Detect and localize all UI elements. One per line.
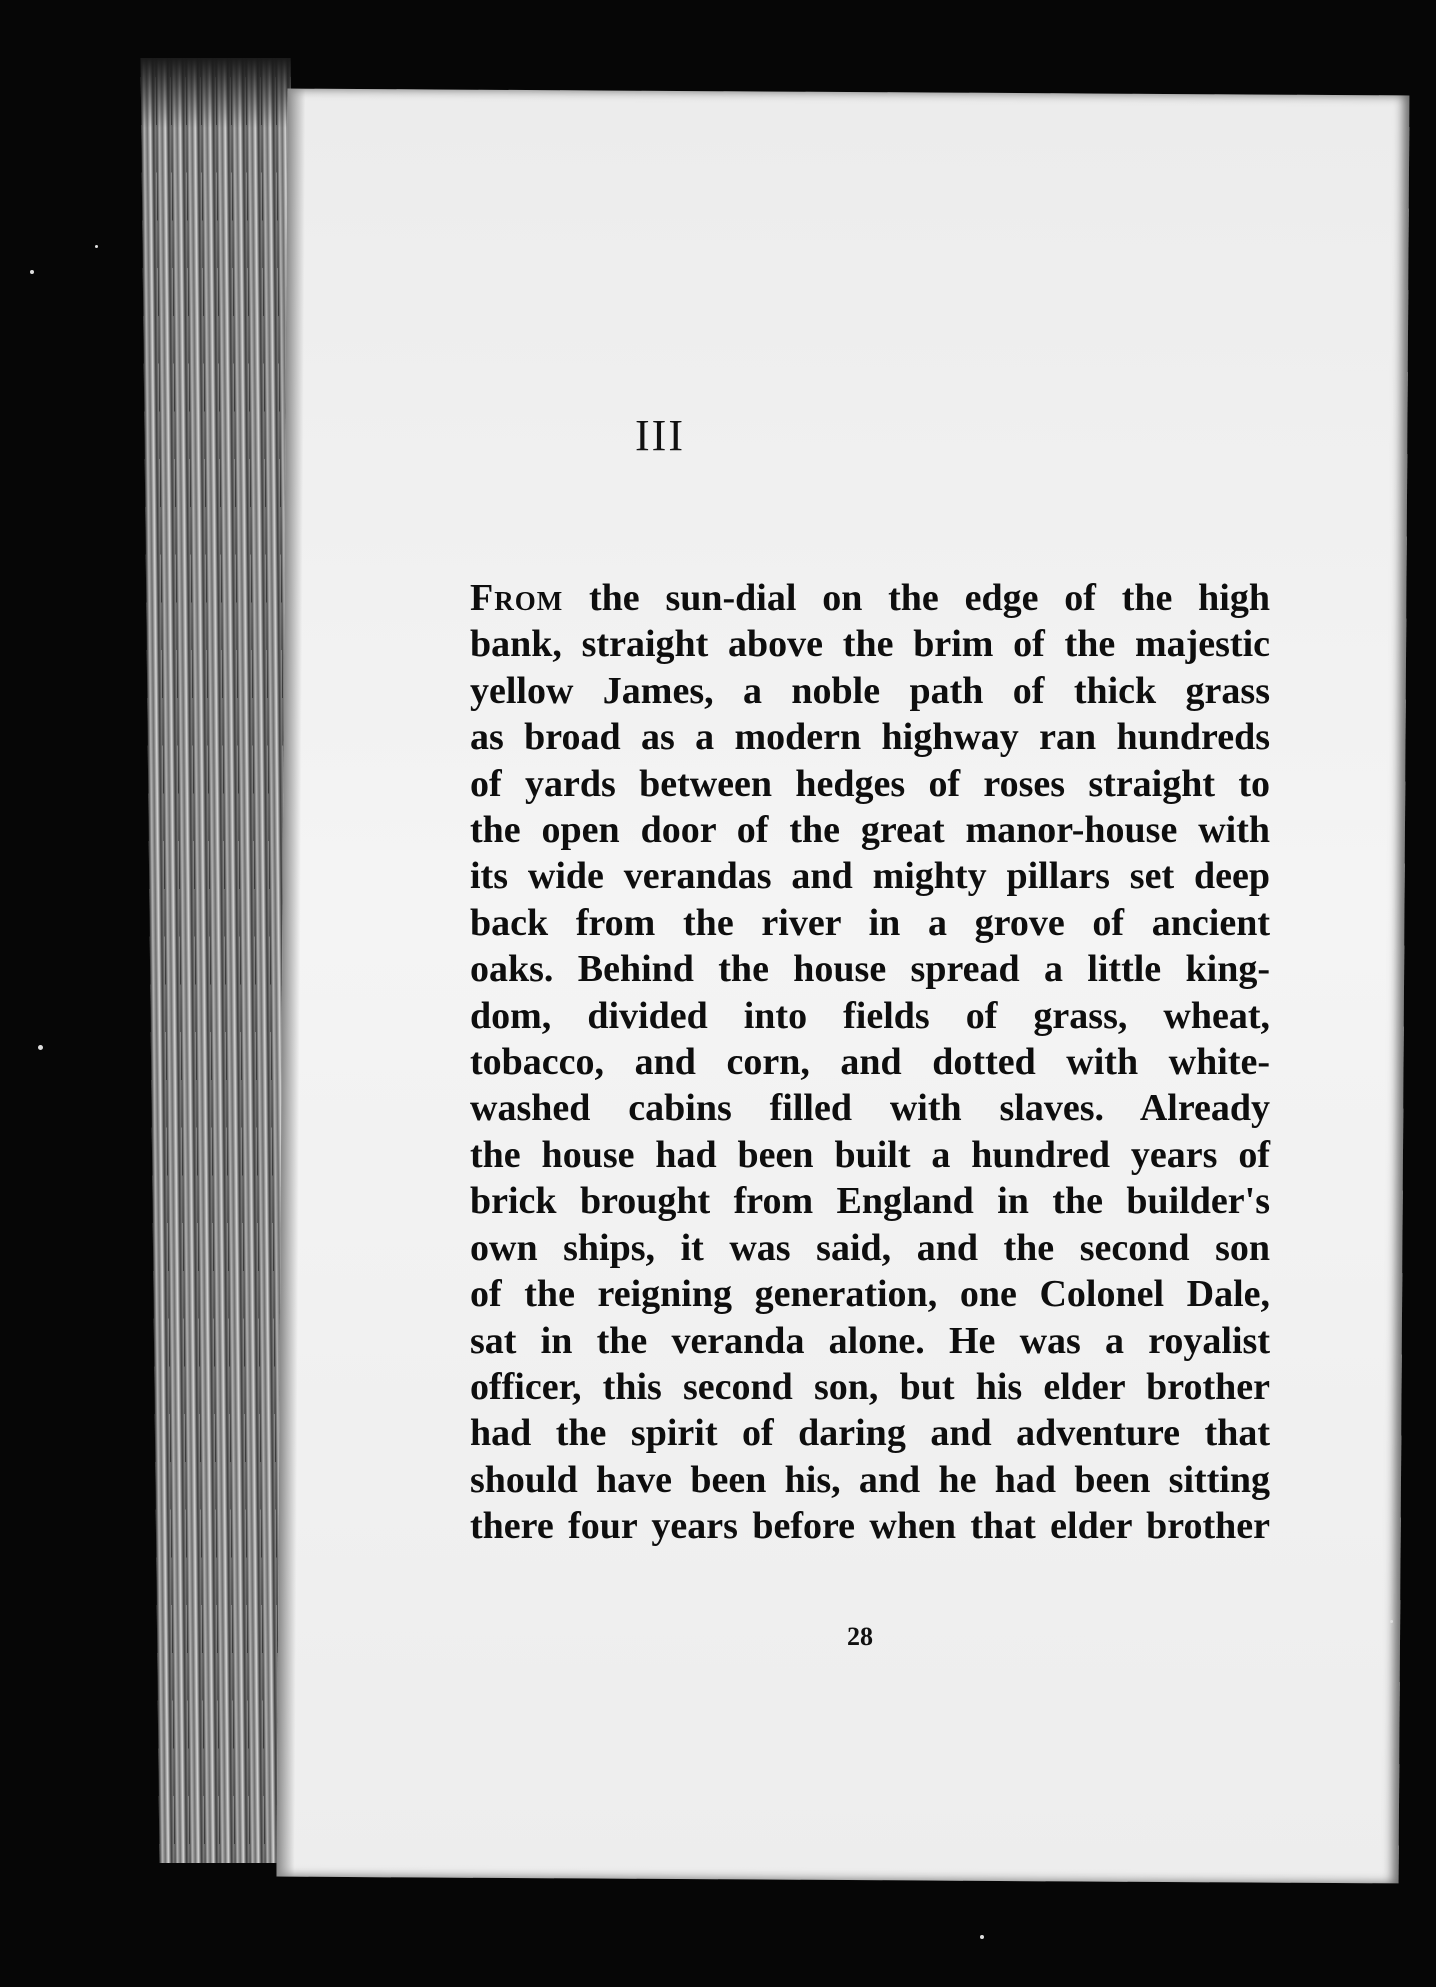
- text-line: oaks. Behind the house spread a little king-: [470, 948, 1270, 991]
- text-line: the open door of the great manor-house with: [470, 809, 1270, 852]
- text-line: the house had been built a hundred years of: [470, 1133, 1270, 1176]
- text-line: of yards between hedges of roses straight to: [470, 762, 1270, 805]
- text-line: bank, straight above the brim of the majestic: [470, 623, 1270, 666]
- text-line: as broad as a modern highway ran hundreds: [470, 716, 1270, 759]
- text-line: of the reigning generation, one Colonel Dale,: [470, 1273, 1270, 1316]
- speck: [95, 245, 98, 248]
- text-line: should have been his, and he had been sitting: [470, 1458, 1270, 1501]
- text-line: back from the river in a grove of ancient: [470, 901, 1270, 944]
- text-line: officer, this second son, but his elder brother: [470, 1365, 1270, 1408]
- text-line: dom, divided into fields of grass, wheat,: [470, 994, 1270, 1037]
- text-line: tobacco, and corn, and dotted with white-: [470, 1041, 1270, 1084]
- speck: [1390, 1620, 1393, 1623]
- text-line: washed cabins filled with slaves. Already: [470, 1087, 1270, 1130]
- body-paragraph: [470, 575, 1270, 1550]
- text-line: brick brought from England in the builder's: [470, 1180, 1270, 1223]
- text-line: had the spirit of daring and adventure that: [470, 1412, 1270, 1455]
- page-number: 28: [847, 1622, 873, 1651]
- speck: [980, 1935, 984, 1939]
- text-line: yellow James, a noble path of thick grass: [470, 669, 1270, 712]
- text-line: there four years before when that elder brother: [470, 1505, 1270, 1548]
- speck: [38, 1045, 43, 1050]
- text-line: its wide verandas and mighty pillars set deep: [470, 855, 1270, 898]
- speck: [30, 270, 34, 274]
- text-line: sat in the veranda alone. He was a royalist: [470, 1319, 1270, 1362]
- first-line-rest: the sun-dial on the edge of the high: [563, 577, 1270, 619]
- text-line: [470, 575, 1270, 621]
- drop-word: From: [470, 577, 564, 619]
- chapter-heading: III: [635, 411, 685, 460]
- text-line: own ships, it was said, and the second son: [470, 1226, 1270, 1269]
